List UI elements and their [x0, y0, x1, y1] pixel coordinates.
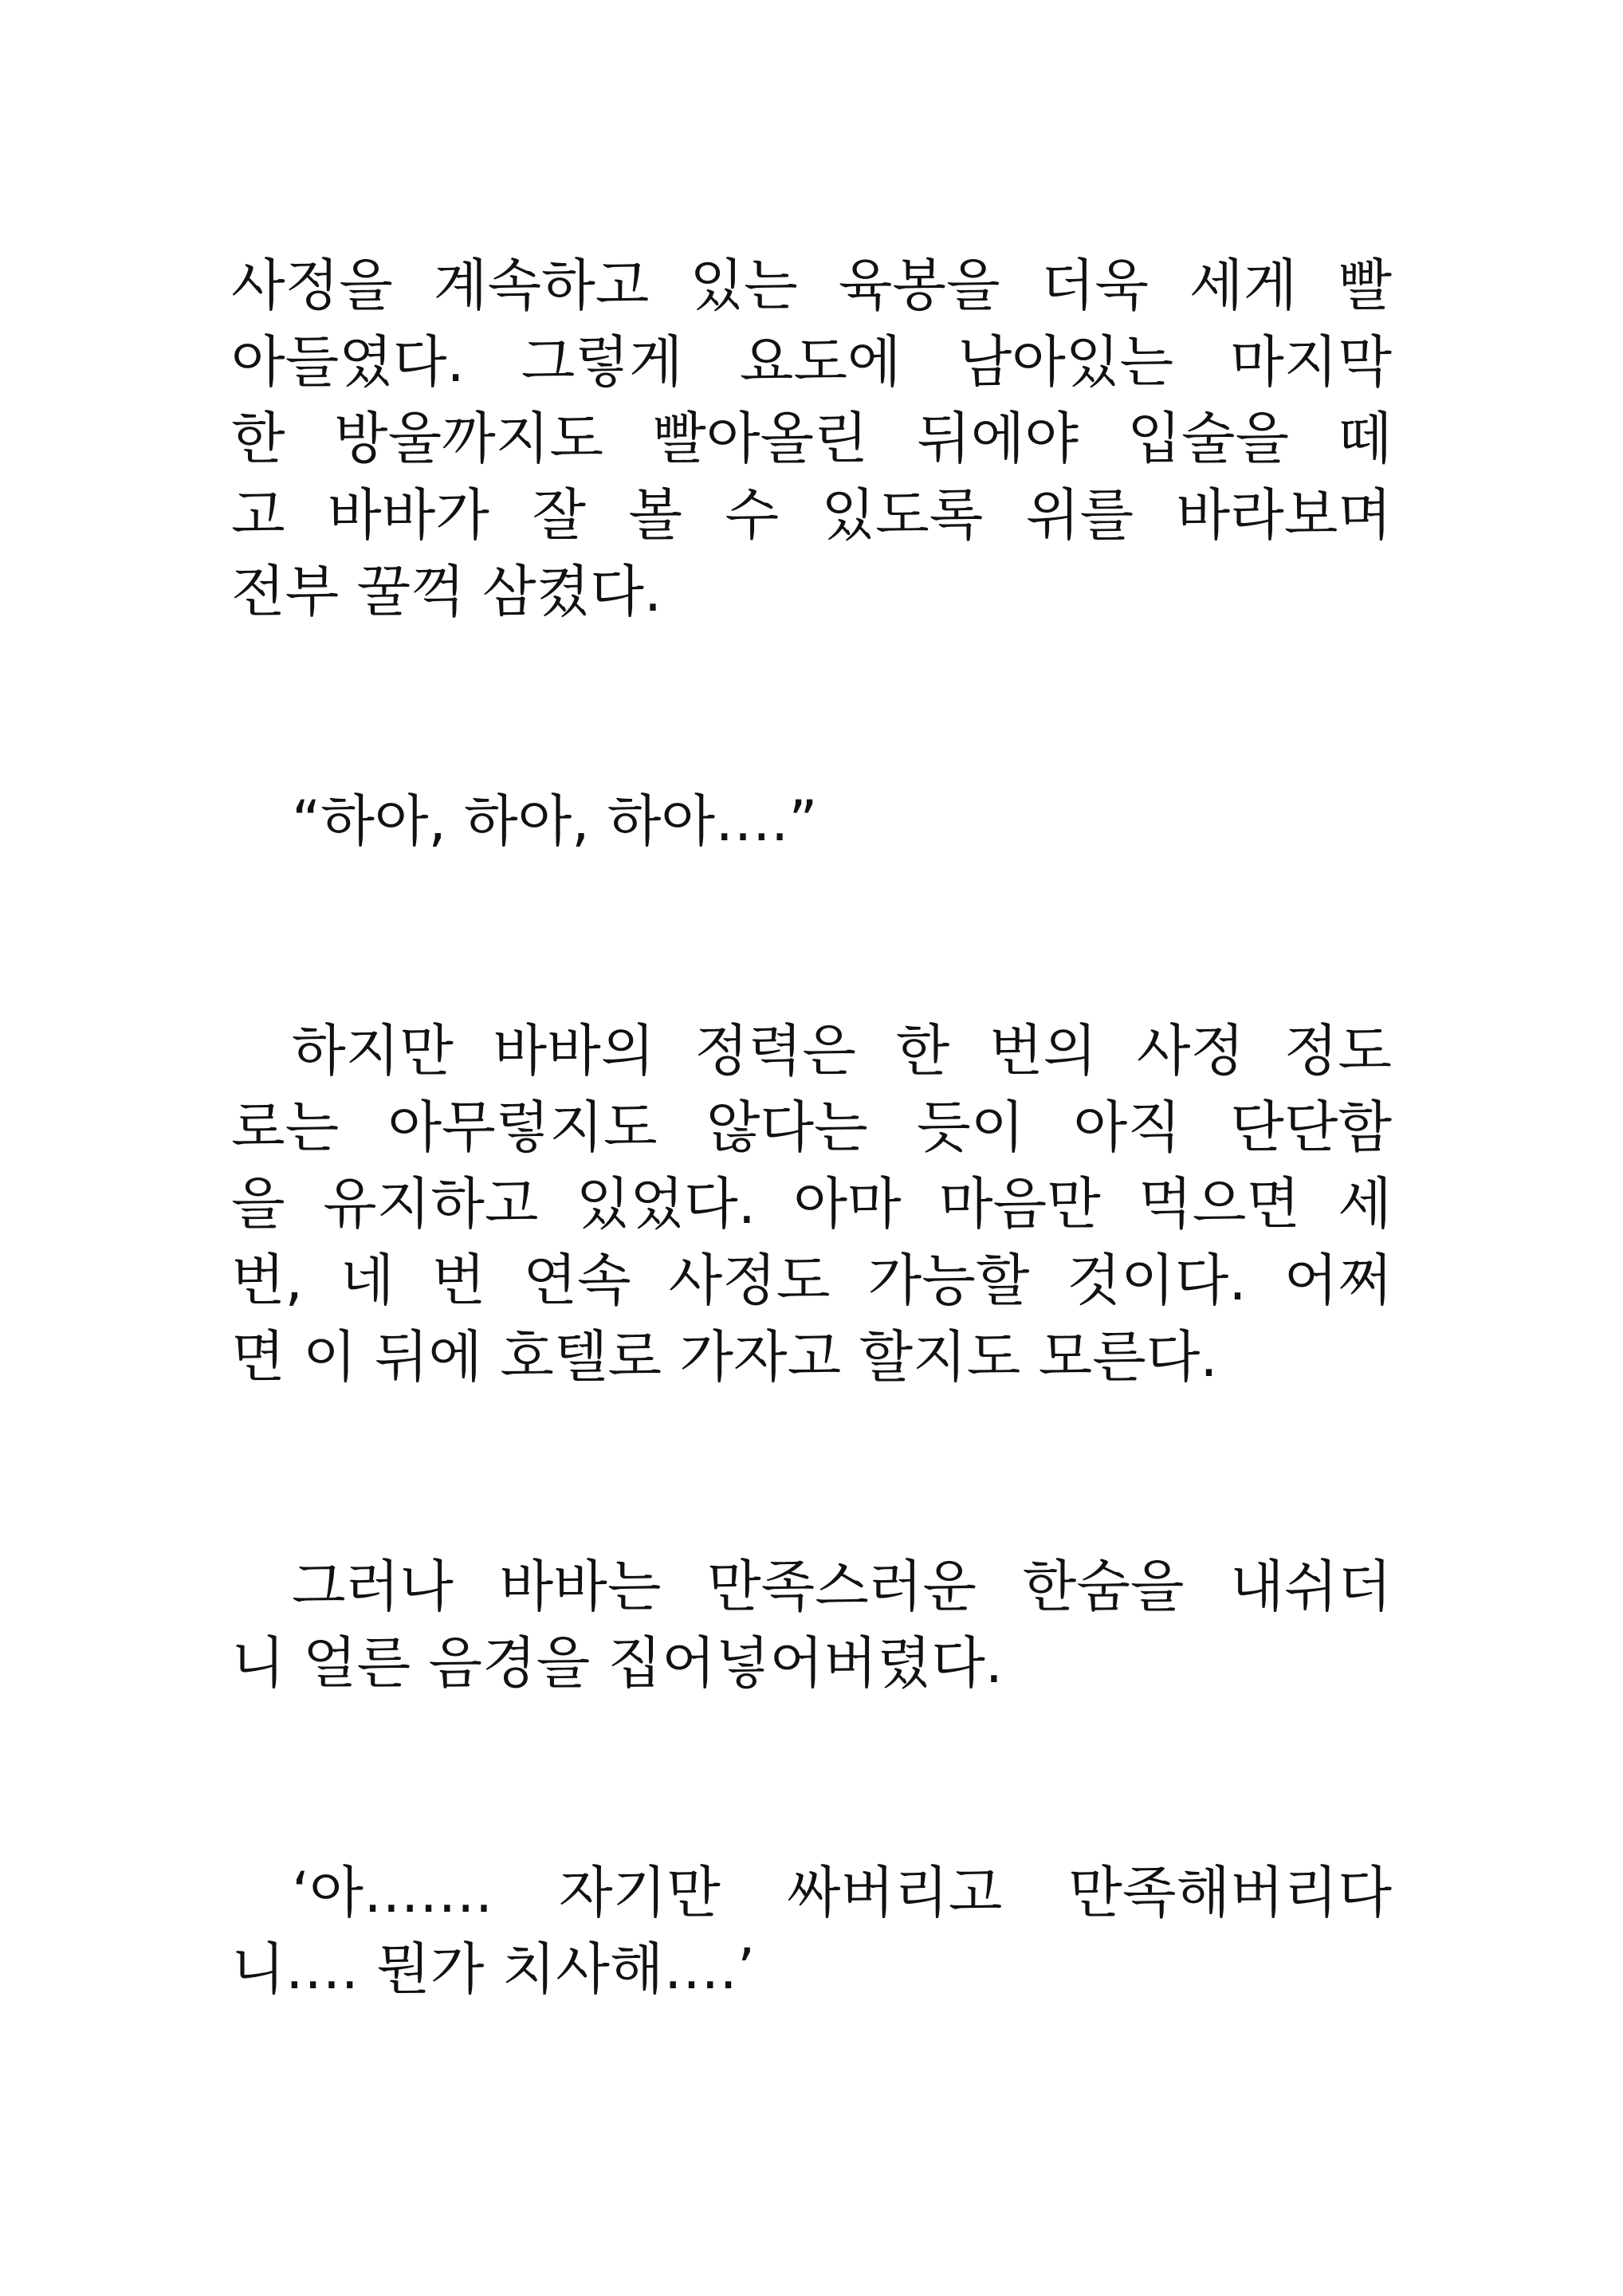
text-line: 사정을 계속하고 있는 육봉을 더욱 세게 빨 — [231, 253, 1392, 318]
dialogue-line: “하아, 하아, 하아….” — [292, 788, 818, 854]
text-line: 전부 꿀꺽 삼켰다. — [231, 559, 662, 624]
body-text — [231, 247, 1392, 2007]
text-line: 을 유지하고 있었다. 아마 마음만 먹으면 세 — [231, 1171, 1392, 1236]
thought-line: ‘아……. 자기만 싸버리고 만족해버리다 — [292, 1860, 1392, 1925]
text-line: 면 이 뒤에 호텔로 가자고 할지도 모른다. — [231, 1324, 1218, 1390]
text-line: 니 얼른 음경을 집어넣어버렸다. — [231, 1630, 1004, 1696]
paragraph-4 — [231, 1548, 1392, 1701]
text-line: 하지만 바바의 정력은 한 번의 사정 정도 — [292, 1018, 1392, 1083]
paragraph-2-dialogue — [231, 783, 1392, 859]
text-line: 로는 아무렇지도 않다는 듯이 아직 단단함 — [231, 1095, 1392, 1160]
text-line: 고 바바가 잘 볼 수 있도록 위를 바라보며 — [231, 482, 1392, 548]
text-line: 한 방울까지도 빨아올린 뒤에야 입술을 떼 — [231, 406, 1392, 471]
paragraph-5-thought — [231, 1854, 1392, 2007]
text-line: 그러나 바바는 만족스러운 한숨을 내쉬더 — [292, 1554, 1392, 1619]
thought-line: 니…. 뭔가 치사해….’ — [231, 1936, 755, 2002]
paragraph-gap — [231, 630, 1392, 783]
paragraph-gap — [231, 859, 1392, 1012]
paragraph-1 — [231, 247, 1392, 630]
paragraph-3 — [231, 1012, 1392, 1395]
paragraph-gap — [231, 1395, 1392, 1548]
paragraph-gap — [231, 1701, 1392, 1854]
text-line: 아들였다. 그렇게 요도에 남아있는 마지막 — [231, 329, 1392, 395]
text-line: 번, 네 번 연속 사정도 가능할 것이다. 어쩌 — [231, 1248, 1392, 1313]
